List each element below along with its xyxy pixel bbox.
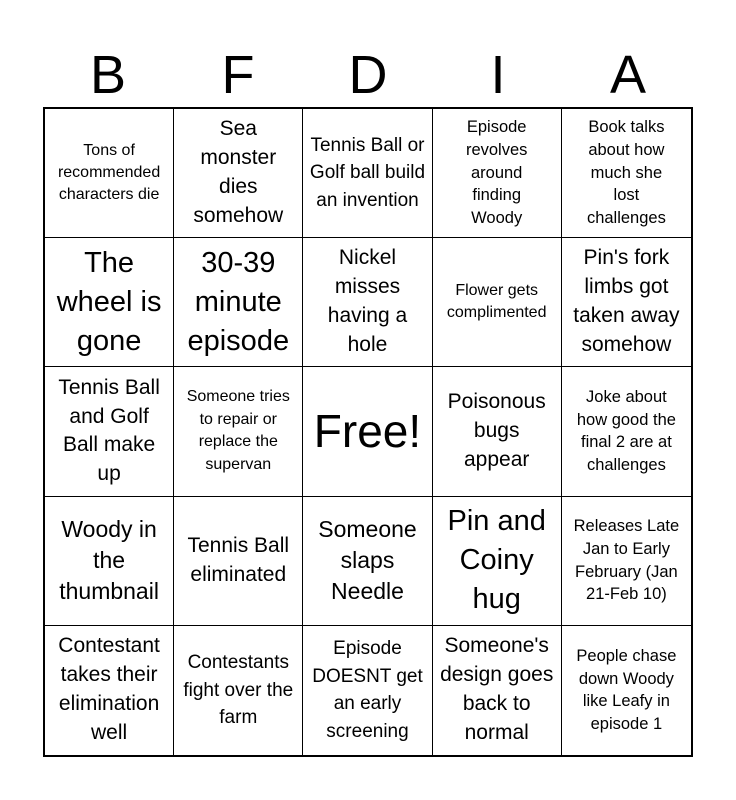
bingo-cell[interactable] bbox=[562, 367, 691, 496]
cell-text: Sea monster dies somehow bbox=[193, 117, 284, 228]
cell-text: Nickel misses having a hole bbox=[327, 246, 408, 357]
cell-text: Someone's design goes back to normal bbox=[440, 634, 554, 745]
bingo-cell[interactable] bbox=[174, 367, 303, 496]
cell-text: Pin's fork limbs got taken away somehow bbox=[573, 246, 680, 357]
free-space[interactable] bbox=[303, 367, 432, 496]
bingo-cell[interactable] bbox=[174, 497, 303, 626]
bingo-cell[interactable] bbox=[45, 238, 174, 367]
bingo-cell[interactable] bbox=[174, 626, 303, 755]
bingo-cell[interactable] bbox=[45, 367, 174, 496]
bingo-cell[interactable] bbox=[303, 109, 432, 238]
cell-text: 30-39 minute episode bbox=[187, 246, 290, 357]
cell-text: Episode revolves around finding Woody bbox=[465, 118, 528, 228]
bingo-cell[interactable] bbox=[174, 238, 303, 367]
header-letter-f: F bbox=[221, 45, 255, 105]
cell-text: Contestant takes their elimination well bbox=[58, 634, 160, 745]
bingo-cell[interactable] bbox=[45, 626, 174, 755]
cell-text: People chase down Woody like Leafy in episode 1 bbox=[576, 646, 677, 734]
cell-text: Tennis Ball or Golf ball build an invention bbox=[309, 134, 426, 211]
bingo-cell[interactable] bbox=[45, 109, 174, 238]
header-letter-i: I bbox=[490, 45, 506, 105]
cell-text: Book talks about how much she lost challenges bbox=[586, 118, 666, 228]
bingo-cell[interactable] bbox=[433, 109, 562, 238]
cell-text: Flower gets complimented bbox=[446, 281, 547, 322]
cell-text: The wheel is gone bbox=[56, 246, 162, 357]
cell-text: Woody in the thumbnail bbox=[59, 516, 159, 605]
bingo-cell[interactable] bbox=[303, 238, 432, 367]
header-letter-a: A bbox=[609, 45, 647, 105]
bingo-cell[interactable] bbox=[433, 367, 562, 496]
cell-text: Contestants fight over the farm bbox=[183, 652, 294, 729]
bingo-cell[interactable] bbox=[433, 626, 562, 755]
cell-text: Tennis Ball eliminated bbox=[187, 533, 290, 586]
cell-text: Pin and Coiny hug bbox=[447, 504, 546, 616]
cell-text: Joke about how good the final 2 are at challenges bbox=[576, 387, 676, 475]
cell-text: Episode DOESNT get an early screening bbox=[312, 638, 423, 742]
cell-text: Tennis Ball and Golf Ball make up bbox=[58, 375, 160, 486]
free-space-label: Free! bbox=[313, 405, 422, 458]
bingo-board bbox=[43, 107, 693, 757]
cell-text: Tons of recommended characters die bbox=[57, 141, 161, 204]
header-letter-b: B bbox=[89, 45, 127, 105]
bingo-header bbox=[43, 44, 693, 106]
bingo-cell[interactable] bbox=[303, 497, 432, 626]
cell-text: Poisonous bugs appear bbox=[447, 390, 546, 471]
bingo-cell[interactable] bbox=[562, 238, 691, 367]
bingo-cell[interactable] bbox=[433, 497, 562, 626]
bingo-cell[interactable] bbox=[45, 497, 174, 626]
cell-text: Someone tries to repair or replace the supervan bbox=[186, 388, 290, 474]
cell-text: Someone slaps Needle bbox=[318, 516, 417, 605]
header-letter-d: D bbox=[348, 45, 388, 105]
bingo-cell[interactable] bbox=[174, 109, 303, 238]
bingo-cell[interactable] bbox=[562, 626, 691, 755]
bingo-cell[interactable] bbox=[433, 238, 562, 367]
bingo-cell[interactable] bbox=[562, 497, 691, 626]
cell-text: Releases Late Jan to Early February (Jan 21-Feb 10) bbox=[573, 517, 680, 604]
bingo-cell[interactable] bbox=[562, 109, 691, 238]
bingo-cell[interactable] bbox=[303, 626, 432, 755]
